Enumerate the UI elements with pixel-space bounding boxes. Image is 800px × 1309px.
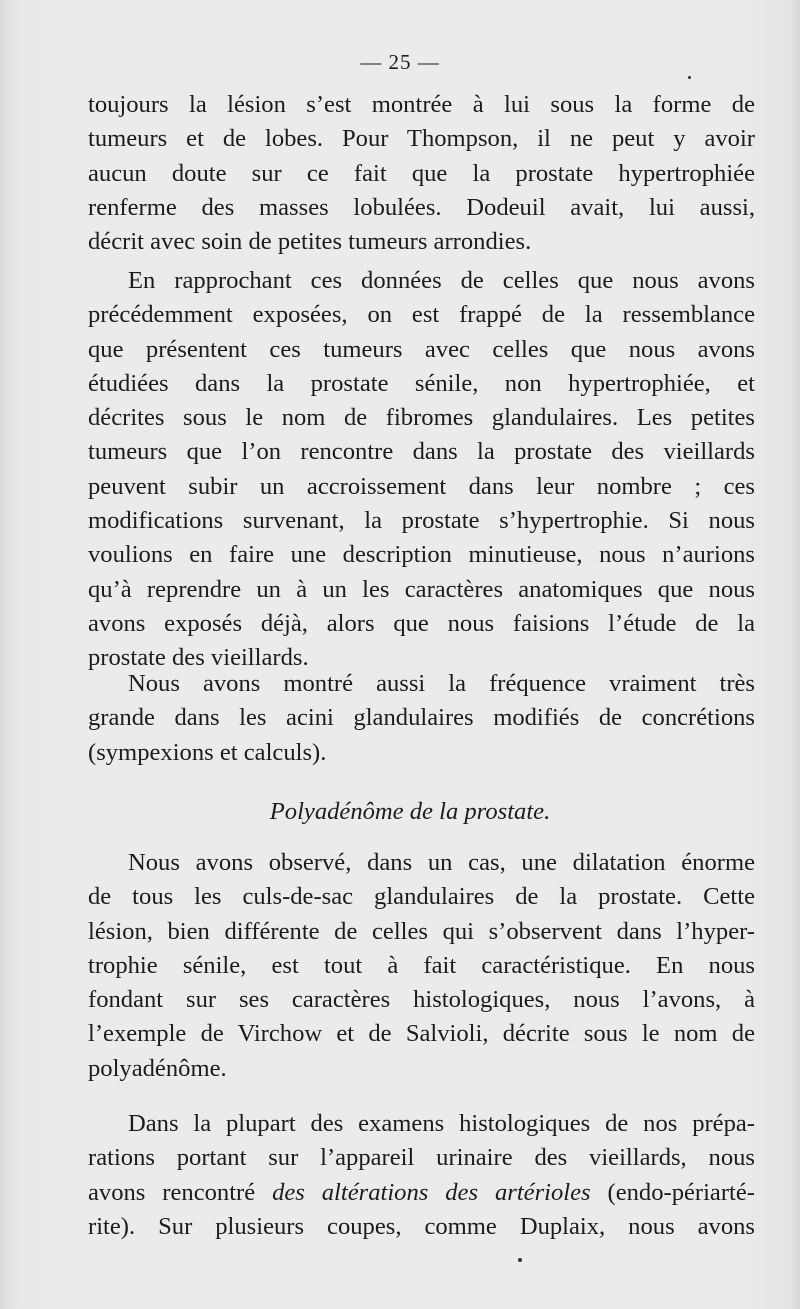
text-line: prostate des vieillards.	[88, 644, 309, 672]
text-line: tumeurs et de lobes. Pour Thompson, il ne peut y avoir	[88, 125, 755, 153]
text-line: décrit avec soin de petites tumeurs arrondies.	[88, 228, 532, 256]
text-line: modifications survenant, la prostate s’hypertrophie. Si nous	[88, 507, 755, 535]
paragraph-5	[88, 1107, 755, 1244]
text-line: lésion, bien différente de celles qui s’observent dans l’hyper-	[88, 917, 755, 945]
text-run: (endo-périarté-	[590, 1178, 755, 1206]
text-line: de tous les culs-de-sac glandulaires de la prostate. Cette	[88, 883, 755, 911]
text-run: avons rencontré	[88, 1178, 273, 1206]
section-heading: Polyadénôme de la prostate.	[269, 798, 551, 825]
text-line: que présentent ces tumeurs avec celles que nous avons	[88, 335, 755, 363]
paragraph-1	[88, 88, 755, 259]
text-line: fondant sur ses caractères histologiques, nous l’avons, à	[88, 986, 755, 1014]
ink-speck	[518, 1258, 522, 1262]
text-line: trophie sénile, est tout à fait caractéristique. En nous	[88, 951, 755, 979]
text-line: l’exemple de Virchow et de Salvioli, décrite sous le nom de	[88, 1020, 755, 1048]
text-line: précédemment exposées, on est frappé de la ressemblance	[88, 301, 755, 329]
paragraph-2	[88, 264, 755, 676]
text-line: renferme des masses lobulées. Dodeuil avait, lui aussi,	[88, 193, 755, 221]
text-line: avons exposés déjà, alors que nous faisions l’étude de la	[88, 609, 755, 637]
paragraph-4	[88, 846, 755, 1086]
text-line: toujours la lésion s’est montrée à lui sous la forme de	[88, 91, 755, 118]
text-line: polyadénôme.	[88, 1054, 227, 1082]
text-line: rite). Sur plusieurs coupes, comme Duplaix, nous avons	[88, 1212, 755, 1240]
text-line: qu’à reprendre un à un les caractères anatomiques que nous	[88, 575, 755, 603]
text-line	[88, 1176, 755, 1210]
text-line: peuvent subir un accroissement dans leur nombre ; ces	[88, 472, 755, 500]
text-line: tumeurs que l’on rencontre dans la prostate des vieillards	[88, 438, 755, 466]
text-line: voulions en faire une description minutieuse, nous n’aurions	[88, 541, 755, 569]
text-line: étudiées dans la prostate sénile, non hypertrophiée, et	[88, 369, 755, 397]
text-line: Dans la plupart des examens histologiques de nos prépa-	[128, 1110, 755, 1137]
text-line: En rapprochant ces données de celles que nous avons	[128, 267, 755, 294]
italic-phrase: des altérations des artérioles	[272, 1178, 591, 1206]
paragraph-3	[88, 667, 755, 770]
ink-speck	[688, 76, 691, 79]
text-line: aucun doute sur ce fait que la prostate hypertrophiée	[88, 159, 755, 187]
text-line: décrites sous le nom de fibromes glandulaires. Les petites	[88, 404, 755, 432]
text-line: Nous avons montré aussi la fréquence vraiment très	[128, 670, 755, 697]
page-number: — 25 —	[360, 50, 440, 74]
text-line: rations portant sur l’appareil urinaire des vieillards, nous	[88, 1144, 755, 1172]
text-line: (sympexions et calculs).	[88, 738, 327, 766]
text-line: Nous avons observé, dans un cas, une dilatation énorme	[128, 849, 755, 876]
text-line: grande dans les acini glandulaires modifiés de concrétions	[88, 704, 755, 732]
